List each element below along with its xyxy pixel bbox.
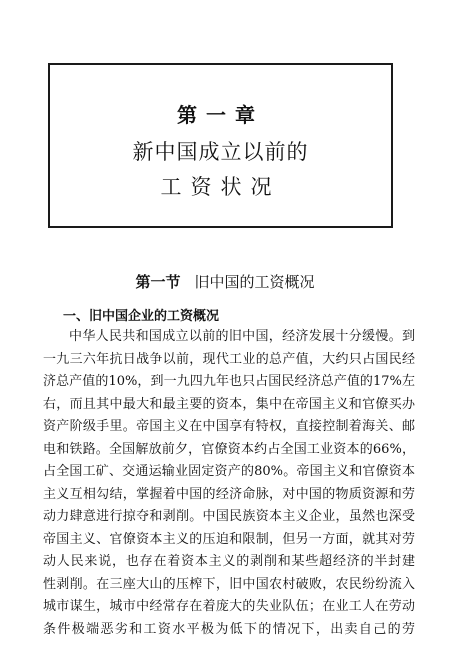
section-heading	[0, 271, 450, 292]
chapter-title-box	[48, 63, 393, 228]
chapter-title-line-1: 新中国成立以前的	[132, 140, 309, 164]
body-line: 右，而且其中最大和最主要的资本，集中在帝国主义和官僚买办	[43, 396, 415, 412]
body-line: 动力肆意进行掠夺和剥削。中国民族资本主义企业，虽然也深受	[43, 509, 415, 524]
body-line: 城市谋生，城市中经常存在着庞大的失业队伍；在业工人在劳动	[43, 599, 415, 614]
body-line: 主义互相勾结，掌握着中国的经济命脉，对中国的物质资源和劳	[43, 486, 415, 502]
body-line: 资产阶级手里。帝国主义在中国享有特权，直接控制着海关、邮	[43, 419, 415, 434]
body-line: 电和铁路。全国解放前夕，官僚资本约占全国工业资本的66%，	[43, 441, 415, 457]
body-line: 性剥削。在三座大山的压榨下，旧中国农村破败，农民纷纷流入	[43, 576, 415, 592]
body-line: 帝国主义、官僚资本主义的压迫和限制，但另一方面，就其对劳	[43, 531, 415, 547]
body-line: 条件极端恶劣和工资水平极为低下的情况下，出卖自己的劳	[43, 621, 415, 637]
section-number: 第一节	[135, 273, 181, 291]
body-line: 一九三六年抗日战争以前，现代工业的总产值，大约只占国民经	[43, 351, 415, 367]
section-title: 旧中国的工资概况	[194, 273, 315, 291]
body-line: 中华人民共和国成立以前的旧中国，经济发展十分缓慢。到	[69, 329, 415, 344]
chapter-number: 第一章	[177, 103, 264, 127]
body-line: 占全国工矿、交通运输业固定资产的80%。帝国主义和官僚资本	[43, 464, 415, 479]
chapter-title-line-2: 工资状况	[160, 175, 281, 199]
subsection-heading: 一、旧中国企业的工资概况	[63, 309, 220, 324]
body-text	[43, 326, 415, 641]
body-line: 济总产值的10%，到一九四九年也只占国民经济总产值的17%左	[43, 374, 415, 389]
body-line: 动人民来说，也存在着资本主义的剥削和某些超经济的半封建	[43, 554, 415, 569]
